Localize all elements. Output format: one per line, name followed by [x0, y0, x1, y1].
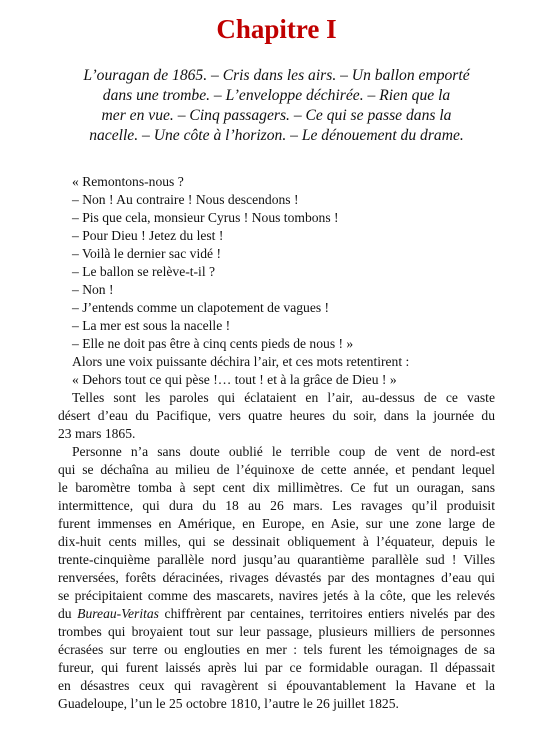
paragraph-line: trombes qui broyaient tout sur leur passage, plusieurs milliers de personnes	[58, 624, 495, 639]
dialogue-line: – La mer est sous la nacelle !	[72, 318, 231, 333]
paragraph-line: Guadeloupe, l’un le 25 octobre 1810, l’autre le 26 juillet 1825.	[58, 696, 399, 711]
chapter-summary	[55, 66, 498, 146]
dialogue-line: « Remontons-nous ?	[72, 174, 184, 189]
paragraph	[58, 443, 495, 713]
dialogue-line: – Non !	[72, 282, 114, 297]
paragraph-line: furent immenses en Amérique, en Europe, en Asie, sur une zone large de	[58, 516, 495, 531]
dialogue-line: – Pis que cela, monsieur Cyrus ! Nous tombons !	[72, 210, 339, 225]
paragraph-line: dix-huit cents milles, qui se dessinait obliquement à l’équateur, depuis le	[58, 534, 495, 549]
paragraph-line: en désastres ceux qui ravagèrent si épouvantablement la Havane et la	[58, 678, 495, 693]
dialogue-line: – Elle ne doit pas être à cinq cents pieds de nous ! »	[72, 336, 354, 351]
text-run: du	[58, 606, 78, 621]
summary-line: dans une trombe. – L’enveloppe déchirée. – Rien que la	[102, 87, 451, 104]
paragraph-line	[58, 605, 495, 623]
paragraph-line: écrasées sur terre ou englouties en mer : tels furent les témoignages de sa	[58, 642, 495, 657]
paragraph-line: le baromètre tomba à sept cent dix millimètres. Ce fut un ouragan, sans	[58, 480, 495, 495]
paragraph-line: 23 mars 1865.	[58, 426, 136, 441]
paragraph-line: désert d’eau du Pacifique, vers quatre heures du soir, dans la journée du	[58, 408, 495, 423]
paragraph-line: renversées, forêts déracinées, rivages dévastés par des montagnes d’eau qui	[58, 570, 495, 585]
chapter-body	[58, 173, 495, 713]
paragraph-line: Personne n’a sans doute oublié le terrible coup de vent de nord-est	[72, 444, 495, 459]
paragraph-line: fureur, qui furent laissés après lui par ce formidable ouragan. Il dépassait	[58, 660, 495, 675]
summary-line: L’ouragan de 1865. – Cris dans les airs. – Un ballon emporté	[83, 67, 470, 84]
dialogue-line: – Non ! Au contraire ! Nous descendons !	[72, 192, 299, 207]
dialogue	[58, 173, 495, 389]
chapter-title: Chapitre I	[216, 14, 337, 44]
paragraph-line: intermittence, qui dura du 18 au 26 mars. Les ravages qu’il produisit	[58, 498, 495, 513]
italic-term: Bureau-Veritas	[77, 606, 159, 621]
paragraph	[58, 389, 495, 443]
dialogue-line: « Dehors tout ce qui pèse !… tout ! et à la grâce de Dieu ! »	[72, 372, 397, 387]
paragraph-line: trente-cinquième parallèle nord jusqu’au quarantième parallèle sud ! Villes	[58, 552, 495, 567]
summary-line: nacelle. – Une côte à l’horizon. – Le dénouement du drame.	[89, 127, 464, 144]
dialogue-line: Alors une voix puissante déchira l’air, et ces mots retentirent :	[72, 354, 410, 369]
paragraph-line: qui se déchaîna au milieu de l’équinoxe de cette année, et pendant lequel	[58, 462, 495, 477]
summary-line: mer en vue. – Cinq passagers. – Ce qui se passe dans la	[101, 107, 452, 124]
text-run: chiffrèrent par centaines, territoires entiers nivelés par des	[158, 606, 496, 621]
paragraph-line: se précipitaient comme des mascarets, navires jetés à la côte, que les relevés	[58, 588, 495, 603]
dialogue-line: – Le ballon se relève-t-il ?	[72, 264, 216, 279]
dialogue-line: – Pour Dieu ! Jetez du lest !	[72, 228, 224, 243]
dialogue-line: – J’entends comme un clapotement de vagues !	[72, 300, 330, 315]
paragraph-line: Telles sont les paroles qui éclataient en l’air, au-dessus de ce vaste	[72, 390, 495, 405]
dialogue-line: – Voilà le dernier sac vidé !	[72, 246, 221, 261]
